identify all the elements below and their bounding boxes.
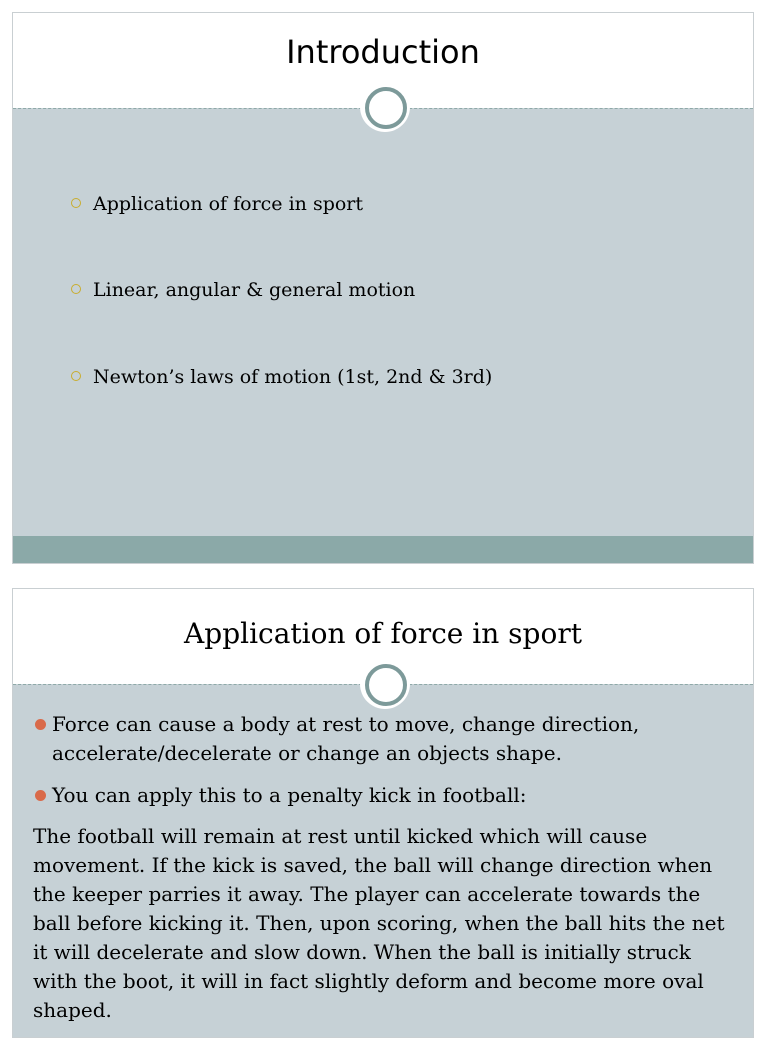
- bullet-item: [71, 193, 363, 215]
- bullet-item: [35, 710, 735, 768]
- body-paragraph: The football will remain at rest until kicked which will cause movement. If the kick is saved, the ball will change direction when the keeper parries it away. The player can accelerate towards the ball before kicking it. Then, upon scoring, when the ball hits the net it will decelerate and slow down. When the ball is initially struck with the boot, it will in fact slightly deform and become more oval shaped.: [33, 824, 725, 1022]
- circle-ring-icon: [365, 664, 407, 706]
- hollow-circle-bullet-icon: [71, 198, 81, 208]
- circle-ring-icon: [365, 87, 407, 129]
- hollow-circle-bullet-icon: [71, 371, 81, 381]
- slide-application-of-force: [12, 588, 754, 1038]
- slide-title: Introduction: [286, 33, 480, 71]
- slide-title: Application of force in sport: [184, 617, 582, 650]
- bullet-item: [35, 781, 735, 810]
- bullet-text: You can apply this to a penalty kick in football:: [52, 783, 527, 807]
- bullet-text: Application of force in sport: [93, 193, 364, 215]
- bullet-text: Force can cause a body at rest to move, change direction, accelerate/decelerate or change an objects shape.: [52, 712, 640, 765]
- slide-introduction: [12, 12, 754, 564]
- bullet-item: [71, 366, 492, 388]
- filled-circle-bullet-icon: [35, 790, 46, 801]
- bullet-text: Newton’s laws of motion (1st, 2nd & 3rd): [93, 366, 493, 388]
- hollow-circle-bullet-icon: [71, 284, 81, 294]
- slide-bottom-band: [13, 536, 753, 563]
- bullet-item: [71, 279, 415, 301]
- filled-circle-bullet-icon: [35, 719, 46, 730]
- bullet-text: Linear, angular & general motion: [93, 279, 416, 301]
